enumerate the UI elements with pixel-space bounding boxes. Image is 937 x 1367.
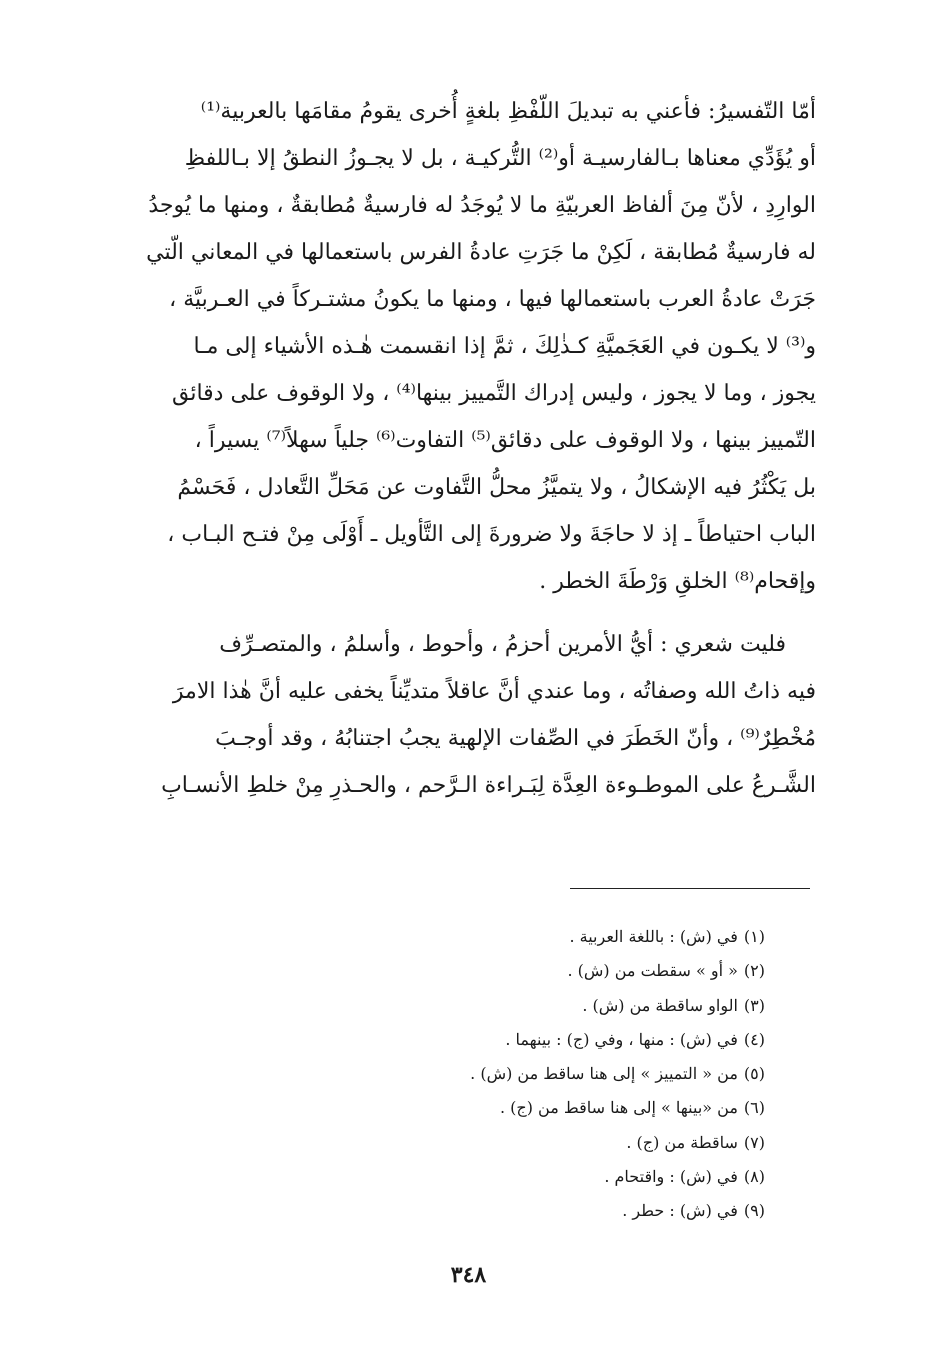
text-line: الشَّـرعُ على الموطـوءة العِدَّة لِبَـراءة الـرَّحم ، والحـذرِ مِنْ خلطِ الأنسـابِ: [161, 773, 816, 798]
footnote-number: (٨): [743, 1167, 765, 1187]
footnote-number: (٤): [743, 1029, 765, 1049]
text-line: الوارِدِ ، لأنّ مِنَ ألفاظ العربيّةِ ما لا يُوجَدُ له فارسيةٌ مُطابقةٌ ، ومنها ما يُوجدُ: [148, 193, 816, 218]
footnote: [205, 989, 765, 1023]
footnotes-list: [205, 920, 765, 1229]
text-line: له فارسيةٌ مُطابقة ، لَكِنْ ما جَرَتِ عادةُ الفرس باستعمالها في المعاني الّتي: [146, 240, 816, 265]
footnote: [205, 1023, 765, 1057]
footnote-number: (١): [743, 927, 765, 946]
text-line: الباب احتياطاً ـ إذ لا حاجَةَ ولا ضرورةَ إلى التَّأويل ـ أَوْلَى مِنْ فتـح البـاب ،: [167, 522, 816, 547]
footnote-text: في (ش) : واقتحام .: [604, 1167, 738, 1187]
footnote-text: في (ش) : باللغة العربية .: [569, 927, 738, 946]
footnote-number: (٣): [743, 995, 765, 1015]
footnote-text: الواو ساقطة من (ش) .: [582, 995, 738, 1015]
footnote-number: (٦): [743, 1098, 765, 1118]
footnote-number: (٩): [743, 1201, 765, 1221]
footnote: [205, 954, 765, 988]
footnote-text: من « التمييز » إلى هنا ساقط من (ش) .: [470, 1064, 738, 1084]
footnote-text: في (ش) : حطر .: [622, 1201, 738, 1221]
footnote-divider: [570, 888, 810, 889]
main-text: [120, 88, 816, 809]
text-line: التّمييز بينها ، ولا الوقوف على دقائق⁽⁵⁾ التفاوت⁽⁶⁾ جلياً سهلاً⁽⁷⁾ يسيراً ،: [194, 428, 816, 453]
text-line: بل يَكْثُرُ فيه الإشكالُ ، ولا يتميَّزُ محلُّ التَّفاوت عن مَحَلِّ التَّعادل ، فَحَسْمُ: [177, 475, 816, 500]
footnote-text: من «بينها » إلى هنا ساقط من (ج) .: [499, 1098, 738, 1118]
footnote-text: « أو » سقطت من (ش) .: [567, 961, 738, 981]
footnote: [205, 920, 765, 954]
footnote-text: في (ش) : منها ، وفي (ج) : بينهما .: [505, 1029, 738, 1049]
footnote: [205, 1091, 765, 1125]
text-line: أمّا التّفسيرُ: فأعني به تبديلَ اللّفْظِ بلغةٍ أُخرى يقومُ مقامَها بالعربية⁽¹⁾: [200, 99, 816, 124]
text-line: فيه ذاتُ الله وصفاتُه ، وما عندي أنَّ عاقلاً متديِّناً يخفى عليه أنَّ هٰذا الامرَ: [172, 679, 816, 704]
footnote: [205, 1057, 765, 1091]
footnote-number: (٥): [743, 1064, 765, 1084]
text-line: وإقحام⁽⁸⁾ الخلقِ وَرْطَةَ الخطر .: [539, 569, 816, 594]
footnote-number: (٢): [743, 961, 765, 981]
text-line: أو يُؤَدِّي معناها بـالفارسيـة أو⁽²⁾ التُّركيـة ، بل لا يجـوزُ النطقُ إلا بـاللفظِ: [184, 146, 816, 171]
page-number: ٣٤٨: [450, 1262, 487, 1288]
text-line: فليت شعري : أيُّ الأمرين أحزمُ ، وأحوط ، وأسلمُ ، والمتصـرِّف: [219, 632, 786, 657]
footnote: [205, 1194, 765, 1228]
footnote: [205, 1160, 765, 1194]
footnote: [205, 1126, 765, 1160]
footnote-text: ساقطة من (ج) .: [626, 1132, 738, 1152]
text-line: جَرَتْ عادةُ العرب باستعمالها فيها ، ومنها ما يكونُ مشتـركاً في العـربيَّة ،: [169, 287, 816, 312]
footnote-number: (٧): [743, 1132, 765, 1152]
text-line: مُخْطِرٌ⁽⁹⁾ ، وأنّ الخَطَرَ في الصِّفات الإلهية يجبُ اجتنابُهُ ، وقد أوجـبَ: [215, 726, 816, 751]
paragraph-gap: [120, 605, 816, 621]
text-line: يجوز ، وما لا يجوز ، وليس إدراك التَّمييز بينها⁽⁴⁾ ، ولا الوقوف على دقائق: [171, 381, 816, 406]
text-line: و⁽³⁾ لا يكـون في العَجَميَّةِ كـذٰلِكَ ، ثمَّ إذا انقسمت هٰـذه الأشياء إلى مـا: [193, 334, 816, 359]
